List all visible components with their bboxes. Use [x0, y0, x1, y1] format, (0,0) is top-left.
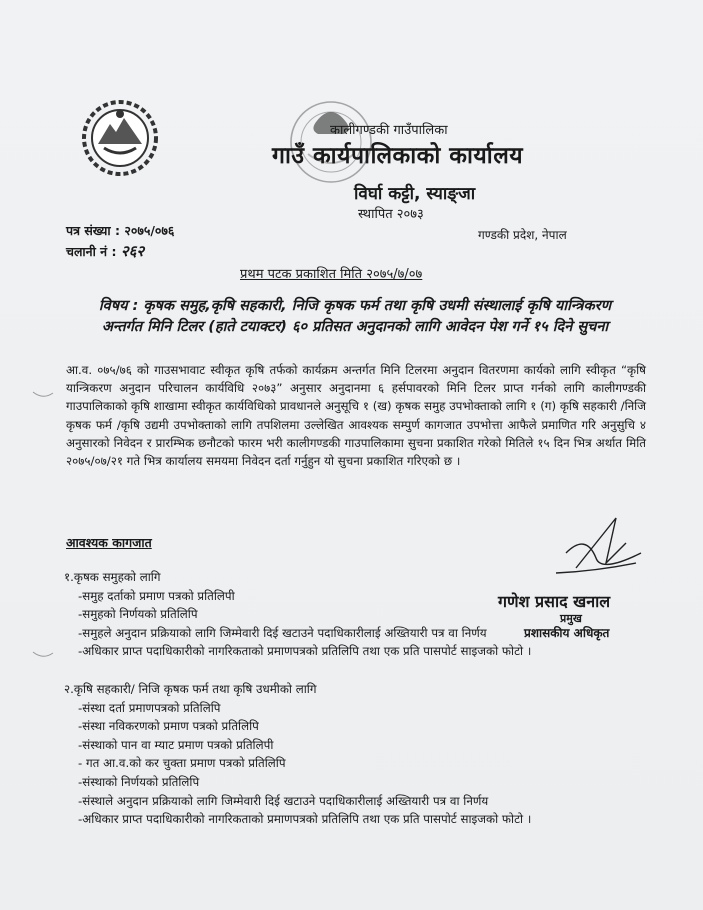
list-item: -अधिकार प्राप्त पदाधिकारीको नागरिकताको प्रमाणपत्रको प्रतिलिपि तथा एक प्रति पासपोर्ट साइजको फोटो ।: [78, 812, 532, 827]
list-item: -समुह दर्ताको प्रमाण पत्रको प्रतिलिपी: [78, 588, 235, 603]
section-cooperative-firm: [64, 680, 531, 829]
government-emblem-icon: [80, 98, 160, 178]
list-item: -समुहको निर्णयको प्रतिलिपि: [78, 607, 198, 622]
notice-body: आ.व. ०७५/७६ को गाउसभावाट स्वीकृत कृषि तर्फको कार्यक्रम अन्तर्गत मिनि टिलरमा अनुदान वितरणमा कार्यको लागि स्वीकृत “कृषि यान्त्रिकरण अनुदान परिचालन कार्यविधि २०७३” अनुसार अनुदानमा ६ हर्सपावरको मिनि टिलर प्राप्त गर्नको लागि कालीगण्डकी गाउपालिकाको कृषि शाखामा स्वीकृत कार्यविधिको प्रावधानले अनुसूचि १ (ख) कृषक समुह उपभोक्ताको लागि १ (ग) कृषि सहकारी /निजि कृषक फर्म /कृषि उद्यमी उपभोक्ताको लागि तपशिलमा उल्लेखित आवश्यक सम्पुर्ण कागजात उपभोत्ता आफैले प्रमाणित गरि अनुसुचि ४ अनुसारको निवेदन र प्रारम्भिक छनौटको फारम भरी कालीगण्डकी गाउपालिकामा सुचना प्रकाशित गरेको मितिले १५ दिन भित्र अर्थात मिति २०७५/०७/२१ गते भित्र कार्यालय समयमा निवेदन दर्ता गर्नुहुन यो सुचना प्रकाशित गरिएको छ ।: [66, 363, 646, 469]
signatory-role-line-2: प्रशासकीय अधिकृत: [524, 626, 610, 640]
documents-heading: आवश्यक कागजात: [66, 535, 152, 550]
section-farmer-group: [64, 568, 531, 661]
section-title: १.कृषक समुहको लागि: [64, 570, 161, 584]
published-date: प्रथम पटक प्रकाशित मिति २०७५/७/०७: [240, 267, 423, 282]
list-item: -संस्था दर्ता प्रमाणपत्रको प्रतिलिपि: [78, 700, 221, 715]
subject-line-1: विषय : कृषक समुह,कृषि सहकारी, निजि कृषक फर्म तथा कृषि उधमी संस्थालाई कृषि यान्त्रिकरण: [98, 298, 612, 314]
signatory-name: गणेश प्रसाद खनाल: [498, 592, 611, 611]
letter-number: [66, 222, 174, 239]
list-item: -संस्थाको निर्णयको प्रतिलिपि: [78, 774, 200, 789]
signatory-role-line-1: प्रमुख: [560, 612, 582, 625]
dispatch-number: [66, 241, 144, 261]
office-title: गाउँ कार्यपालिकाको कार्यालय: [272, 143, 524, 169]
list-item: -अधिकार प्राप्त पदाधिकारीको नागरिकताको प्रमाणपत्रको प्रतिलिपि तथा एक प्रति पासपोर्ट साइजको फोटो ।: [78, 644, 532, 659]
list-item: -समुहले अनुदान प्रक्रियाको लागि जिम्मेवारी दिई खटाउने पदाधिकारीलाई अख्तियारी पत्र वा निर्णय: [78, 625, 487, 640]
dispatch-number-value: २६२: [120, 242, 145, 260]
office-name: कालीगण्डकी गाउँपालिका: [330, 123, 448, 138]
list-item: - गत आ.व.को कर चुक्ता प्रमाण पत्रको प्रतिलिपि: [78, 756, 286, 771]
margin-mark-icon: [32, 390, 54, 400]
margin-mark-icon: [32, 650, 54, 660]
subject-line-2: अन्तर्गत मिनि टिलर (हाते टयाक्टर) ६० प्रतिसत अनुदानको लागि आवेदन पेश गर्ने १५ दिने सुचना: [101, 319, 609, 335]
letter-number-value: २०७५/०७६: [124, 223, 175, 238]
signature-icon: [546, 513, 646, 583]
office-address: विर्घा कट्टी, स्याङ्जा: [354, 184, 476, 204]
established-year: स्थापित २०७३: [358, 207, 424, 222]
letter-number-label: पत्र संख्या :: [66, 223, 120, 238]
list-item: -संस्थाले अनुदान प्रक्रियाको लागि जिम्मेवारी दिई खटाउने पदाधिकारीलाई अख्तियारी पत्र वा निर्णय: [78, 793, 489, 808]
subject: [60, 296, 650, 338]
list-item: -संस्थाको पान वा म्याट प्रमाण पत्रको प्रतिलिपी: [78, 737, 274, 752]
section-title: २.कृषि सहकारी/ निजि कृषक फर्म तथा कृषि उधमीको लागि: [64, 682, 317, 696]
province: गण्डकी प्रदेश, नेपाल: [478, 228, 567, 242]
list-item: -संस्था नविकरणको प्रमाण पत्रको प्रतिलिपि: [78, 719, 259, 734]
dispatch-number-label: चलानी नं :: [66, 244, 117, 259]
